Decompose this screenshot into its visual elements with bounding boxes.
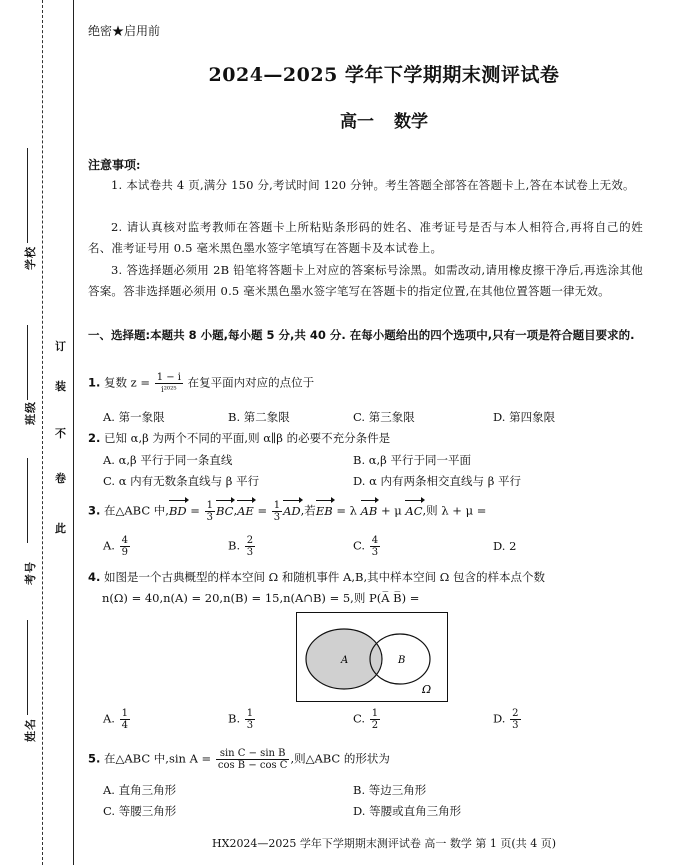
q3-option-d: D. 2 [493, 539, 517, 553]
vector-bd: BD [169, 501, 187, 521]
seal-char: 订 [55, 340, 66, 353]
q3-comma: , [233, 503, 238, 518]
name-write-line [27, 620, 28, 715]
name-label: 姓名 [24, 718, 37, 742]
venn-svg [297, 613, 447, 701]
q2-option-c: C. α 内有无数条直线与 β 平行 [103, 474, 260, 488]
q2-text: 已知 α,β 为两个不同的平面,则 α∥β 的必要不充分条件是 [104, 431, 391, 445]
q5-fraction: $\frac{\text{sin C − sin B}}{\text{cos B − cos C}}$ [217, 748, 288, 771]
question-number: 2. [88, 431, 101, 445]
page-footer: HX2024—2025 学年下学期期末测评试卷 高一 数学 第 1 页(共 4 页) [212, 837, 556, 850]
note-item: 1. 本试卷共 4 页,满分 150 分,考试时间 120 分钟。考生答题全部答在答题卡上,答在本试卷上无效。 [111, 178, 635, 192]
q5-option-a: A. 直角三角形 [103, 783, 177, 797]
q4-option-d: D. $\frac{2}{3}$ [493, 708, 519, 731]
school-write-line [27, 148, 28, 243]
seal-char: 不 [55, 427, 66, 440]
q4-line2: n(Ω) = 40,n(A) = 20,n(B) = 15,n(A∩B) = 5,则 P(A̅ B̅) = [102, 591, 420, 605]
question-4 [88, 567, 648, 587]
vector-ad: AD [283, 501, 301, 521]
class-write-line [27, 325, 28, 400]
q1-pre: 复数 z = [104, 375, 151, 390]
vector-eb: EB [316, 501, 333, 521]
q5-post: ,则△ABC 的形状为 [290, 751, 390, 766]
q4-option-c: C. $\frac{1}{2}$ [353, 708, 379, 731]
q3-equals: = [257, 503, 268, 518]
q3-option-a: A. $\frac{4}{9}$ [103, 535, 128, 558]
q5-pre: 在△ABC 中,sin A = [104, 751, 212, 766]
q4-option-a: A. $\frac{1}{4}$ [103, 708, 128, 731]
q2-option-a: A. α,β 平行于同一条直线 [103, 453, 233, 467]
exam-title: 2024—2025 学年下学期期末测评试卷 [208, 64, 560, 86]
exam-subtitle: 高一 数学 [340, 112, 428, 132]
q2-option-d: D. α 内有两条相交直线与 β 平行 [353, 474, 522, 488]
q1-post: 在复平面内对应的点位于 [187, 375, 315, 390]
question-number: 5. [88, 751, 101, 766]
q3-equals: = [190, 503, 200, 518]
seal-char: 卷 [55, 472, 66, 485]
question-3 [88, 500, 648, 523]
question-5 [88, 748, 648, 771]
exam-no-label: 考号 [24, 561, 37, 585]
q3-fraction: $\frac{1}{3}$ [273, 500, 281, 523]
q5-option-c: C. 等腰三角形 [103, 804, 177, 818]
venn-diagram [296, 612, 448, 702]
notes-title: 注意事项: [88, 158, 141, 172]
vector-ac: AC [405, 501, 422, 521]
question-number: 4. [88, 570, 101, 584]
q3-fraction: $\frac{1}{3}$ [206, 500, 213, 523]
vector-ab: AB [361, 501, 378, 521]
seal-char: 装 [55, 380, 66, 393]
venn-label-omega: Ω [422, 683, 432, 696]
q3-text: ,则 λ + μ = [422, 503, 487, 518]
class-label: 班级 [24, 401, 37, 425]
school-label: 学校 [24, 246, 37, 270]
question-number: 3. [88, 503, 101, 518]
q5-option-d: D. 等腰或直角三角形 [353, 804, 462, 818]
q5-option-b: B. 等边三角形 [353, 783, 427, 797]
q1-option-a: A. 第一象限 [103, 410, 165, 424]
section-heading: 一、选择题:本题共 8 小题,每小题 5 分,共 40 分. 在每小题给出的四个选项中,只有一项是符合题目要求的. [88, 328, 635, 342]
vector-bc: BC [216, 501, 233, 521]
note-item: 3. 答选择题必须用 2B 铅笔将答题卡上对应的答案标号涂黑。如需改动,请用橡皮擦干净后,再选涂其他答案。答非选择题必须用 0.5 毫米黑色墨水签字笔写在答题卡的指定位置,在其他位置答题一律无效。 [88, 263, 643, 298]
q3-text: ,若 [300, 503, 316, 518]
q3-option-b: B. $\frac{2}{3}$ [228, 535, 254, 558]
q3-text: 在△ABC 中, [104, 503, 169, 518]
q3-option-c: C. $\frac{4}{3}$ [353, 535, 379, 558]
venn-label-b: B [398, 655, 406, 666]
q1-option-b: B. 第二象限 [228, 410, 290, 424]
question-1 [88, 372, 648, 395]
question-number: 1. [88, 375, 101, 390]
note-item: 2. 请认真核对监考教师在答题卡上所粘贴条形码的姓名、准考证号是否与本人相符合,再将自己的姓名、准考证号用 0.5 毫米黑色墨水签字笔填写在答题卡及本试卷上。 [88, 220, 643, 255]
q3-text: + μ [381, 503, 402, 518]
q1-option-d: D. 第四象限 [493, 410, 556, 424]
venn-label-a: A [341, 655, 349, 666]
q4-option-b: B. $\frac{1}{3}$ [228, 708, 254, 731]
binding-dashed-line [42, 0, 43, 865]
q1-option-c: C. 第三象限 [353, 410, 415, 424]
question-2 [88, 428, 648, 448]
q3-text: = λ [336, 503, 357, 518]
q4-line1: 如图是一个古典概型的样本空间 Ω 和随机事件 A,B,其中样本空间 Ω 包含的样本点个数 [104, 570, 545, 584]
vector-ae: AE [237, 501, 254, 521]
exam-no-write-line [27, 458, 28, 543]
q2-option-b: B. α,β 平行于同一平面 [353, 453, 471, 467]
q1-fraction: $\frac{1 - i}{\text{i²⁰²⁵}}$ [156, 372, 181, 394]
secret-mark: 绝密★启用前 [88, 24, 161, 38]
seal-char: 此 [55, 522, 66, 535]
